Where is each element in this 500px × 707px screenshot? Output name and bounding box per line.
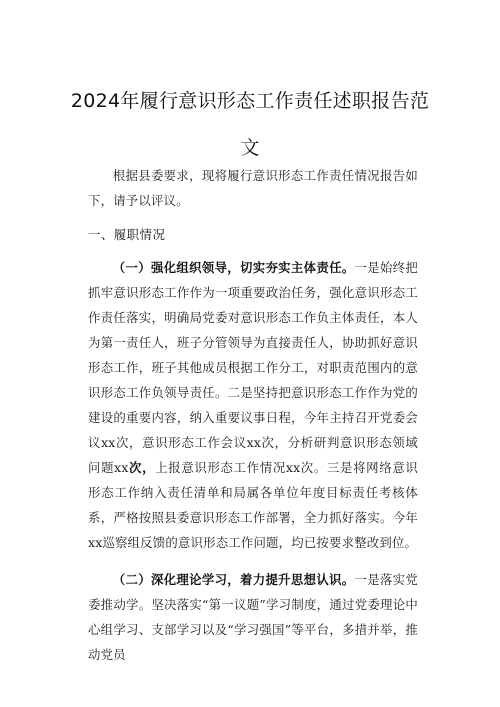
paragraph-2-text: 一是落实党委推动学。坚决落实“第一议题”学习制度，通过党委理论中心组学习、支部学习以及“学习强国”等平台，多措并举，推动党员 xyxy=(88,572,418,662)
paragraph-1-heading: （一）强化组织领导，切实夯实主体责任。 xyxy=(112,260,355,275)
document-title-line-1: 2024年履行意识形态工作责任述职报告范 xyxy=(70,90,430,112)
paragraph-2 xyxy=(88,567,418,667)
paragraph-1-text-a: 一是始终把抓牢意识形态工作作为一项重要政治任务，强化意识形态工作责任落实，明确局党委对意识形态工作负主体责任，本人为第一责任人，班子分管领导为直接责任人，协助抓好意识形态工作，班子其他成员根据工作分工，对职责范围内的意识形态工作负领导责任。二是坚持把意识形态工作作为党的建设的重要内容，纳入重要议事日程，今年主持召开党委会议xx次，意识形态工作会议xx次，分析研判意识形态领域问题xx xyxy=(88,260,418,475)
intro-paragraph xyxy=(88,163,418,213)
intro-text: 根据县委要求，现将履行意识形态工作责任情况报告如下，请予以评议。 xyxy=(88,168,418,208)
paragraph-1-bold-mid: 次， xyxy=(128,460,156,475)
paragraph-1 xyxy=(88,255,418,555)
section-heading-1: 一、履职情况 xyxy=(88,227,166,242)
paragraph-1-text-b: 上报意识形态工作情况xx次。三是将网络意识形态工作纳入责任清单和局属各单位年度目标责任考核体系，严格按照县委意识形态工作部署，全力抓好落实。今年xx巡察组反馈的意识形态工作问题，均已按要求整改到位。 xyxy=(88,460,418,550)
paragraph-2-heading: （二）深化理论学习，着力提升思想认识。 xyxy=(112,572,355,587)
document-title-line-2: 文 xyxy=(240,137,260,159)
